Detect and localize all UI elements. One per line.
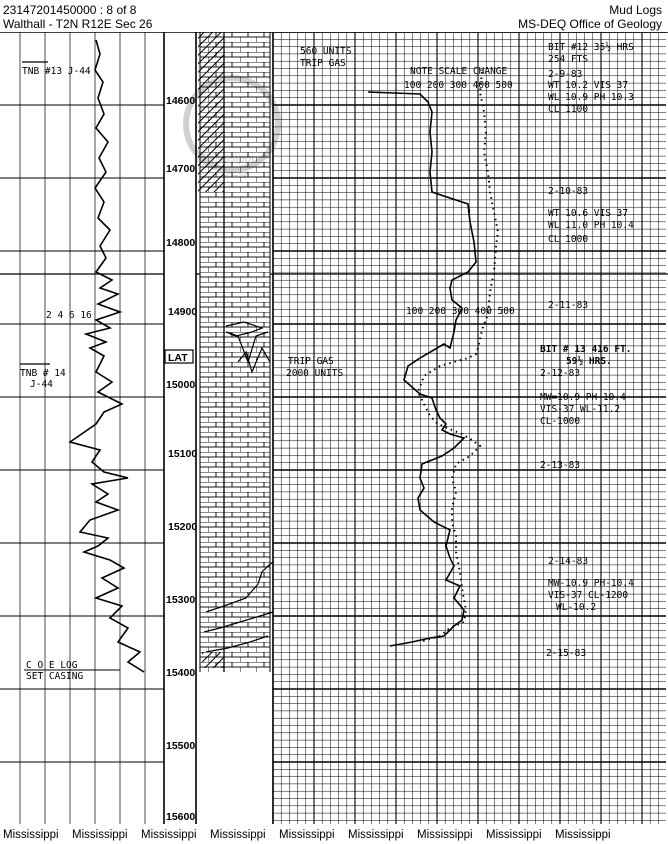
scale-change-note: NOTE SCALE CHANGE: [410, 66, 508, 77]
footer-text: Mississippi: [141, 829, 197, 841]
scale-top: 100 200 300 400 500: [404, 80, 513, 91]
depth-label: [164, 162, 196, 176]
chart-grid: [0, 32, 668, 824]
svg-text:14800: 14800: [166, 237, 196, 249]
well-location: Walthall - T2N R12E Sec 26: [3, 17, 153, 31]
mud-log-chart: [0, 32, 668, 824]
svg-text:14600: 14600: [166, 95, 196, 107]
lat-marker: LAT: [168, 352, 188, 364]
note: WL 10.9 PH 10.3: [548, 92, 634, 103]
note: BIT #12 35½ HRS: [548, 42, 634, 53]
svg-text:15100: 15100: [168, 448, 198, 460]
note: 2-14-83: [548, 556, 589, 567]
footer-text: Mississippi: [555, 829, 611, 841]
svg-text:Mississippi: Mississippi: [196, 151, 255, 165]
svg-text:15500: 15500: [166, 740, 196, 752]
note: 59½ HRS.: [566, 356, 612, 367]
note: CL 1000: [548, 234, 589, 245]
note: 2-11-83: [548, 300, 589, 311]
note: CL 1100: [548, 104, 589, 115]
note: 2-13-83: [540, 460, 581, 471]
tnb-14-label: TNB # 14: [20, 368, 66, 379]
note: WL 11.0 PH 10.4: [548, 220, 634, 231]
note: 2-15-83: [546, 648, 587, 659]
svg-text:14900: 14900: [168, 306, 198, 318]
doc-type: Mud Logs: [609, 3, 662, 17]
depth-label: [164, 738, 196, 752]
drilling-notes: [540, 42, 634, 659]
svg-text:15300: 15300: [166, 594, 196, 606]
footer-text: Mississippi: [3, 829, 59, 841]
footer-text: Mississippi: [348, 829, 404, 841]
scale-mid: 100 200 300 400 500: [406, 306, 515, 317]
scale-marks: 2 4 6 16: [46, 310, 92, 321]
footer: [0, 828, 668, 842]
svg-text:14700: 14700: [166, 163, 196, 175]
trip-gas-label: TRIP GAS: [288, 356, 334, 367]
tnb-14-sub-label: J-44: [30, 379, 53, 390]
units-560-label: 560 UNITS: [300, 46, 352, 57]
depth-label: [164, 236, 196, 250]
note: WL-10.2: [556, 602, 597, 613]
tnb-13-label: TNB #13 J-44: [22, 66, 91, 77]
agency: MS-DEQ Office of Geology: [518, 17, 662, 31]
svg-text:15400: 15400: [166, 667, 196, 679]
footer-text: Mississippi: [279, 829, 335, 841]
svg-text:15000: 15000: [166, 379, 196, 391]
footer-text: Mississippi: [417, 829, 473, 841]
svg-text:DEQ: DEQ: [222, 165, 249, 179]
depth-label: [164, 377, 196, 391]
note: 254 FTS: [548, 54, 589, 65]
svg-text:15600: 15600: [166, 811, 196, 823]
note: VIS-37 WL-11.2: [540, 404, 621, 415]
note: 2-12-83: [540, 368, 581, 379]
note: VIS-37 CL-1200: [548, 590, 629, 601]
note: BIT # 13 416 FT.: [540, 344, 632, 355]
gas-curve-solid: [368, 92, 476, 646]
note: MW-10.9 PH-10.4: [548, 578, 634, 589]
footer-text: Mississippi: [486, 829, 542, 841]
note: MW=10.9 PH-10.4: [540, 392, 626, 403]
depth-label: [164, 446, 197, 460]
depth-label: [164, 808, 196, 823]
note: 2-10-83: [548, 186, 589, 197]
coe-log-label: C O E LOG: [26, 660, 78, 671]
note: 2-9-83: [548, 69, 583, 80]
file-id: 23147201450000 : 8 of 8: [3, 3, 137, 17]
depth-label: [164, 665, 196, 679]
footer-text: Mississippi: [72, 829, 128, 841]
footer-text: Mississippi: [210, 829, 266, 841]
note: CL-1000: [540, 416, 581, 427]
note: WT 10.2 VIS 37: [548, 80, 629, 91]
depth-label: [164, 520, 197, 534]
note: WT 10.6 VIS 37: [548, 208, 629, 219]
trip-gas-top-label: TRIP GAS: [300, 58, 346, 69]
svg-text:15200: 15200: [168, 521, 198, 533]
depth-label: [164, 305, 197, 319]
depth-label: [164, 592, 196, 606]
set-casing-label: SET CASING: [26, 671, 84, 682]
sp-curve: [70, 40, 144, 672]
trip-gas-units-label: 2000 UNITS: [286, 368, 344, 379]
